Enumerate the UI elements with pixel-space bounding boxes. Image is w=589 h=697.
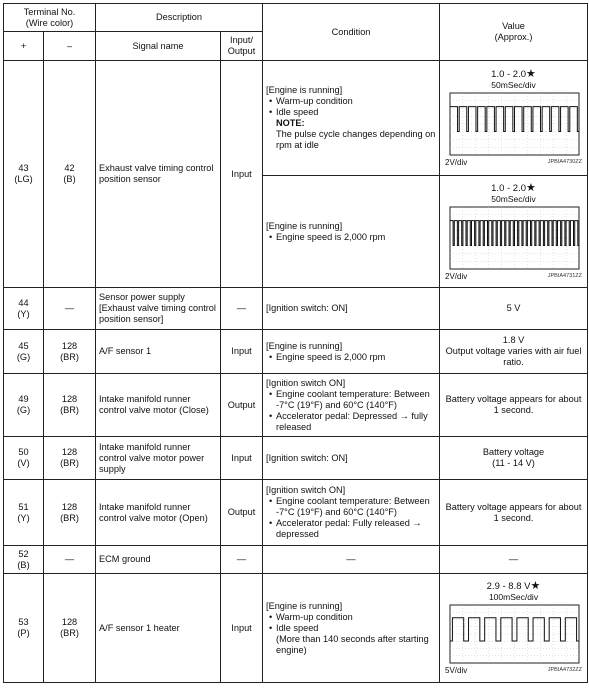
minus-terminal-cell <box>44 480 96 546</box>
waveform-range: 2.9 - 8.8 V★ <box>486 580 541 592</box>
condition-title: [Ignition switch: ON] <box>266 452 348 463</box>
value-cell: 5 V <box>440 288 588 330</box>
description-header: Description <box>96 4 263 32</box>
figure-id: JPBIA4732ZZ <box>547 667 583 673</box>
condition-cell <box>263 437 440 480</box>
star-icon: ★ <box>530 580 541 592</box>
scope-frame <box>450 605 579 663</box>
signal-name-cell: Intake manifold runner control valve motor power supply <box>96 437 221 480</box>
condition-title: [Ignition switch: ON] <box>266 303 348 313</box>
terminal-number: 43 <box>18 163 29 173</box>
table-row <box>4 480 588 546</box>
condition-bullet: • Warm-up condition <box>266 612 436 623</box>
condition-cell <box>263 61 440 176</box>
waveform-range: 1.0 - 2.0★ <box>491 68 536 80</box>
value-cell <box>440 437 588 480</box>
condition-bullet: • Accelerator pedal: Fully released → depressed <box>266 518 436 540</box>
terminal-number: 53 <box>18 617 29 627</box>
io-cell: Input <box>221 61 263 288</box>
condition-title: [Engine is running] <box>266 220 343 231</box>
wire-color: (BR) <box>60 351 79 362</box>
signal-name-cell: Sensor power supply [Exhaust valve timing control position sensor] <box>96 288 221 330</box>
signal-name-cell: A/F sensor 1 <box>96 330 221 374</box>
terminal-number: 44 <box>18 297 29 308</box>
signal-name-cell: Exhaust valve timing control position sensor <box>96 61 221 288</box>
condition-title: [Engine is running] <box>266 85 343 95</box>
condition-cell <box>263 374 440 437</box>
condition-cell <box>263 574 440 683</box>
minus-header: – <box>44 32 96 61</box>
wire-color: (BR) <box>60 458 79 468</box>
terminal-number: 49 <box>18 394 29 404</box>
plus-terminal-cell <box>4 330 44 374</box>
table-row <box>4 437 588 480</box>
condition-bullet: • Engine coolant temperature: Between -7°C (19°F) and 60°C (140°F) <box>266 496 436 518</box>
waveform-range: 1.0 - 2.0★ <box>491 181 536 194</box>
wire-color: (B) <box>63 174 76 184</box>
wire-color: (Y) <box>17 512 30 523</box>
waveform-timebase: 50mSec/div <box>491 193 536 204</box>
table-row <box>4 61 588 176</box>
note-text: The pulse cycle changes depending on rpm at idle <box>276 129 436 150</box>
signal-trace <box>450 220 579 245</box>
terminal-number: 128 <box>61 394 78 404</box>
terminal-number: 45 <box>18 340 29 351</box>
signal-name-cell: A/F sensor 1 heater <box>96 574 221 683</box>
wire-color: (Y) <box>17 308 30 319</box>
star-icon: ★ <box>526 68 536 80</box>
condition-title: [Engine is running] <box>266 600 343 611</box>
plus-terminal-cell <box>4 288 44 330</box>
condition-title: [Engine is running] <box>266 340 343 351</box>
condition-bullet: • Engine speed is 2,000 rpm <box>266 232 436 243</box>
terminal-number: 128 <box>61 617 78 627</box>
value-line: (11 - 14 V) <box>492 458 535 468</box>
wire-color: (P) <box>17 628 30 638</box>
minus-terminal-cell <box>44 374 96 437</box>
value-cell <box>440 330 588 374</box>
terminal-number: 51 <box>18 501 29 512</box>
terminal-number: 128 <box>61 447 78 457</box>
approx-label: (Approx.) <box>494 32 533 42</box>
terminal-no-header <box>4 4 96 32</box>
figure-id: JPBIA4730ZZ <box>547 159 583 165</box>
condition-title: [Ignition switch ON] <box>266 377 346 388</box>
oscilloscope-waveform <box>446 602 582 666</box>
waveform-cell <box>440 176 588 288</box>
minus-terminal-cell <box>44 330 96 374</box>
condition-extra: (More than 140 seconds after starting engine) <box>276 633 429 655</box>
wire-color: (G) <box>16 405 31 415</box>
condition-header: Condition <box>263 4 440 61</box>
condition-bullet: • Idle speed <box>266 107 436 118</box>
io-cell: — <box>221 546 263 574</box>
io-cell: Output <box>221 374 263 437</box>
figure-id: JPBIA4731ZZ <box>547 272 583 279</box>
minus-terminal-cell <box>44 437 96 480</box>
plus-terminal-cell <box>4 437 44 480</box>
minus-terminal-cell <box>44 61 96 288</box>
plus-terminal-cell <box>4 574 44 683</box>
io-cell: Input <box>221 330 263 374</box>
signal-trace <box>450 107 579 132</box>
terminal-number: 50 <box>18 447 29 457</box>
volts-per-div: 5V/div <box>445 666 468 675</box>
wire-color: (BR) <box>60 628 79 638</box>
oscilloscope-waveform <box>446 90 582 158</box>
star-icon: ★ <box>526 181 536 194</box>
waveform-timebase: 50mSec/div <box>491 80 536 90</box>
condition-bullet: • Engine speed is 2,000 rpm <box>266 352 436 363</box>
plus-terminal-cell <box>4 480 44 546</box>
condition-cell <box>263 288 440 330</box>
table-row <box>4 288 588 330</box>
signal-name-header: Signal name <box>96 32 221 61</box>
value-line: 1.8 V <box>502 335 525 345</box>
value-cell: — <box>440 546 588 574</box>
plus-header: + <box>4 32 44 61</box>
io-cell: Input <box>221 437 263 480</box>
minus-terminal-cell <box>44 574 96 683</box>
minus-terminal-cell: — <box>44 288 96 330</box>
wire-color: (BR) <box>60 512 79 523</box>
value-cell: Battery voltage appears for about 1 second. <box>440 374 588 437</box>
table-row <box>4 374 588 437</box>
io-cell: Output <box>221 480 263 546</box>
waveform-cell <box>440 61 588 176</box>
waveform-timebase: 100mSec/div <box>488 592 539 602</box>
terminal-number: 128 <box>61 340 78 351</box>
signal-name-cell: ECM ground <box>96 546 221 574</box>
input-output-header: Input/ Output <box>221 32 263 61</box>
io-cell: — <box>221 288 263 330</box>
wire-color: (G) <box>16 351 31 362</box>
terminal-number: 42 <box>64 163 75 173</box>
plus-terminal-cell <box>4 374 44 437</box>
value-header <box>440 4 588 61</box>
table-row <box>4 330 588 374</box>
plus-terminal-cell <box>4 546 44 574</box>
value-line: Output voltage varies with air fuel ratio. <box>445 346 582 367</box>
condition-cell <box>263 480 440 546</box>
condition-bullet: • Warm-up condition <box>266 96 436 107</box>
io-cell: Input <box>221 574 263 683</box>
terminal-no-label: Terminal No. <box>23 6 76 17</box>
wire-color: (BR) <box>60 405 79 415</box>
table-row <box>4 546 588 574</box>
table-row <box>4 574 588 683</box>
note-label: NOTE: <box>276 118 305 128</box>
minus-terminal-cell: — <box>44 546 96 574</box>
waveform-cell <box>440 574 588 683</box>
volts-per-div: 2V/div <box>445 158 468 167</box>
condition-bullet: • Accelerator pedal: Depressed → fully released <box>266 411 436 433</box>
volts-per-div: 2V/div <box>445 271 468 281</box>
value-line: Battery voltage <box>482 447 545 457</box>
signal-name-cell: Intake manifold runner control valve motor (Close) <box>96 374 221 437</box>
signal-name-cell: Intake manifold runner control valve motor (Open) <box>96 480 221 546</box>
value-cell: Battery voltage appears for about 1 second. <box>440 480 588 546</box>
wire-color-label: (Wire color) <box>25 17 74 28</box>
terminal-spec-table <box>3 3 588 683</box>
wire-color: (V) <box>17 458 30 468</box>
wire-color: (B) <box>17 559 30 570</box>
condition-title: [Ignition switch ON] <box>266 485 346 495</box>
condition-bullet: • Engine coolant temperature: Between -7°C (19°F) and 60°C (140°F) <box>266 389 436 411</box>
wire-color: (LG) <box>14 174 33 184</box>
condition-cell: — <box>263 546 440 574</box>
plus-terminal-cell <box>4 61 44 288</box>
condition-bullet: • Idle speed <box>266 623 436 634</box>
value-label: Value <box>502 21 525 31</box>
terminal-number: 128 <box>61 501 78 512</box>
condition-cell <box>263 176 440 288</box>
condition-cell <box>263 330 440 374</box>
oscilloscope-waveform <box>446 204 582 272</box>
terminal-number: 52 <box>18 548 29 559</box>
